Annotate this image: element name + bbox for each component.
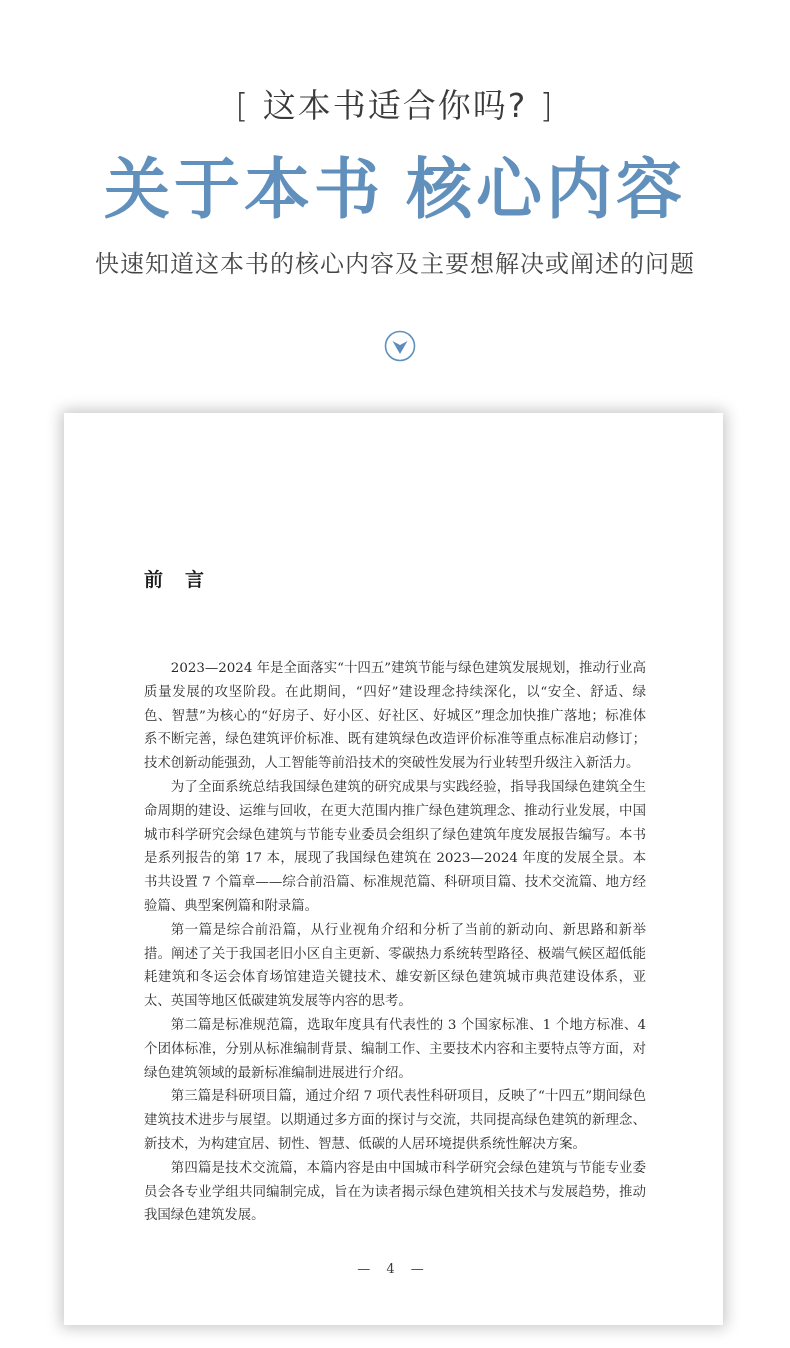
preface-paragraph: 2023—2024 年是全面落实“十四五”建筑节能与绿色建筑发展规划，推动行业高质量发展的攻坚阶段。在此期间，“四好”建设理念持续深化，以“安全、舒适、绿色、智慧”为核心的“好房子、好小区、好社区、好城区”理念加快推广落地；标准体系不断完善，绿色建筑评价标准、既有建筑绿色改造评价标准等重点标准启动修订；技术创新动能强劲，人工智能等前沿技术的突破性发展为行业转型升级注入新活力。 xyxy=(144,661,646,772)
preface-body xyxy=(144,657,646,1228)
page-title xyxy=(0,146,790,232)
title-part-2: 核心内容 xyxy=(406,150,686,228)
preface-paragraph: 第三篇是科研项目篇，通过介绍 7 项代表性科研项目，反映了“十四五”期间绿色建筑技术进步与展望。以期通过多方面的探讨与交流，共同提高绿色建筑的新理念、新技术，为构建宜居、韧性、智慧、低碳的人居环境提供系统性解决方案。 xyxy=(144,1089,646,1152)
preface-paragraph: 为了全面系统总结我国绿色建筑的研究成果与实践经验，指导我国绿色建筑全生命周期的建设、运维与回收，在更大范围内推广绿色建筑理念、推动行业发展，中国城市科学研究会绿色建筑与节能专业委员会组织了绿色建筑年度发展报告编写。本书是系列报告的第 17 本，展现了我国绿色建筑在 2023—2024 年度的发展全景。本书共设置 7 个篇章——综合前沿篇、标准规范篇、科研项目篇、技术交流篇、地方经验篇、典型案例篇和附录篇。 xyxy=(144,779,646,914)
title-part-1: 关于本书 xyxy=(104,150,384,228)
page-number: — 4 — xyxy=(357,1262,430,1277)
kicker-text: 这本书适合你吗? xyxy=(262,86,528,125)
chevron-down-circle-icon[interactable] xyxy=(384,330,416,362)
header-kicker xyxy=(0,80,790,132)
preface-paragraph: 第一篇是综合前沿篇，从行业视角介绍和分析了当前的新动向、新思路和新举措。阐述了关于我国老旧小区自主更新、零碳热力系统转型路径、极端气候区超低能耗建筑和冬运会体育场馆建造关键技术、雄安新区绿色建筑城市典范建设体系，亚太、英国等地区低碳建筑发展等内容的思考。 xyxy=(144,922,646,1010)
book-page-preview xyxy=(64,413,723,1325)
preface-paragraph: 第二篇是标准规范篇，选取年度具有代表性的 3 个国家标准、1 个地方标准、4 个团体标准，分别从标准编制背景、编制工作、主要技术内容和主要特点等方面，对绿色建筑领域的最新标准编制进展进行介绍。 xyxy=(144,1017,646,1081)
kicker-close-bracket: ] xyxy=(539,86,555,125)
kicker-open-bracket: [ xyxy=(235,86,251,125)
preface-heading: 前言 xyxy=(144,569,227,591)
page-subtitle: 快速知道这本书的核心内容及主要想解决或阐述的问题 xyxy=(95,250,695,278)
preface-paragraph: 第四篇是技术交流篇，本篇内容是由中国城市科学研究会绿色建筑与节能专业委员会各专业学组共同编制完成，旨在为读者揭示绿色建筑相关技术与发展趋势，推动我国绿色建筑发展。 xyxy=(144,1160,646,1224)
